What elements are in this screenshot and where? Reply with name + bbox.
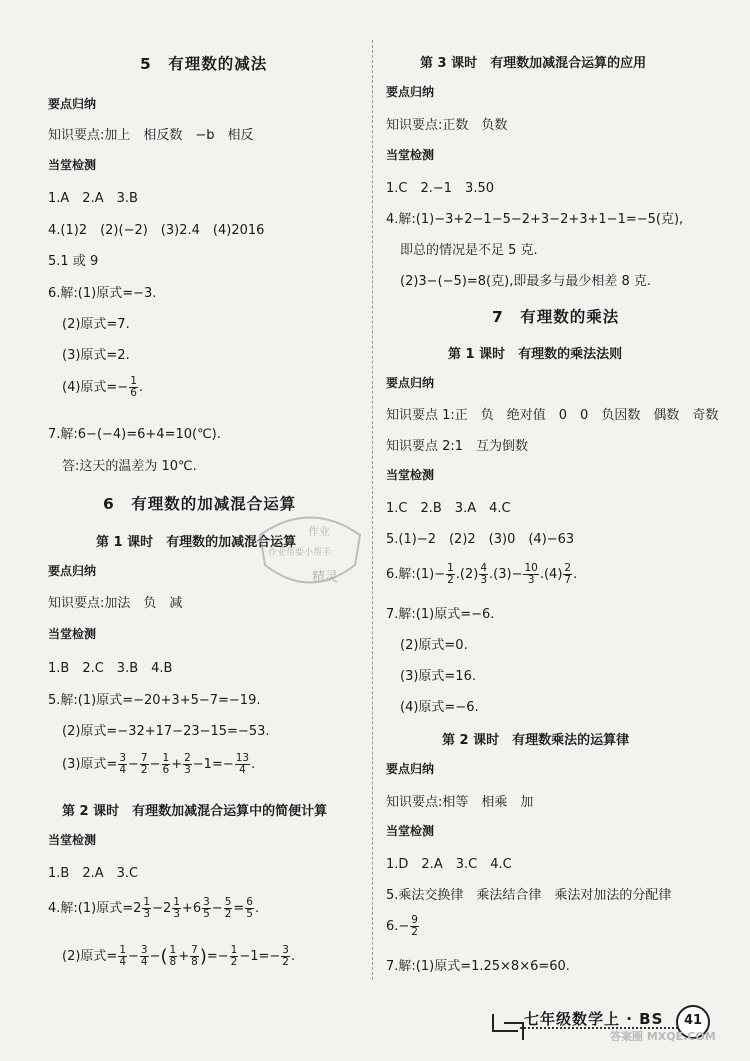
text: 6.− <box>386 919 410 934</box>
answer-line-fraction <box>386 915 420 938</box>
numerator: 3 <box>140 944 148 956</box>
text: (2)原式= <box>62 949 118 964</box>
fraction <box>162 753 171 776</box>
answer-line: 5.乘法交换律 乘法结合律 乘法对加法的分配律 <box>386 888 672 903</box>
numerator: 1 <box>143 896 151 908</box>
numerator: 6 <box>246 896 253 908</box>
text: (3)原式= <box>62 757 118 772</box>
answer-line-fraction <box>62 753 255 776</box>
operator: + <box>171 757 183 772</box>
answer-line: (2)3−(−5)=8(克),即最多与最少相差 8 克. <box>400 274 651 289</box>
operator: − <box>128 757 139 772</box>
operator: +6 <box>181 901 202 916</box>
check-label: 当堂检测 <box>48 158 97 172</box>
text: . <box>290 949 296 964</box>
lesson-3-title: 第 3 课时 有理数加减混合运算的应用 <box>420 56 647 71</box>
operator: −1=− <box>239 949 281 964</box>
answer-line: 5.(1)−2 (2)2 (3)0 (4)−63 <box>386 532 575 547</box>
answer-line: 1.B 2.C 3.B 4.B <box>48 661 173 676</box>
fraction <box>183 753 192 776</box>
numerator: 4 <box>480 562 488 574</box>
numerator: 3 <box>203 896 210 908</box>
fraction <box>410 915 419 938</box>
check-label: 当堂检测 <box>386 468 435 482</box>
key-points-text: 知识要点:正数 负数 <box>386 118 508 133</box>
fraction <box>523 563 538 586</box>
numerator: 2 <box>184 752 191 764</box>
key-points-text: 知识要点:加上 相反数 −b 相反 <box>48 128 254 143</box>
numerator: 5 <box>224 896 232 908</box>
answer-line: 7.解:6−(−4)=6+4=10(℃). <box>48 427 221 442</box>
check-label: 当堂检测 <box>48 833 97 847</box>
answer-line: 5.解:(1)原式=−20+3+5−7=−19. <box>48 693 261 708</box>
answer-line: (4)原式=−6. <box>400 700 479 715</box>
answer-line: 1.B 2.A 3.C <box>48 866 139 881</box>
denominator: 2 <box>447 574 454 586</box>
check-label: 当堂检测 <box>48 627 97 641</box>
numerator: 1 <box>173 896 180 908</box>
denominator: 4 <box>119 956 126 968</box>
answer-line: 7.解:(1)原式=−6. <box>386 607 495 622</box>
text: .(4) <box>539 567 563 582</box>
denominator: 6 <box>162 764 170 776</box>
fraction <box>172 897 181 920</box>
answer-line: 5.1 或 9 <box>48 254 99 269</box>
right-paren: ) <box>199 946 207 967</box>
text: 6.解:(1)− <box>386 567 446 582</box>
fraction <box>230 945 239 968</box>
key-points-text: 知识要点:相等 相乘 加 <box>386 795 534 810</box>
numerator: 7 <box>191 944 198 956</box>
denominator: 3 <box>143 908 151 920</box>
book-title: 七年级数学上 · BS <box>524 1010 664 1028</box>
numerator: 1 <box>230 944 238 956</box>
denominator: 5 <box>246 908 253 920</box>
denominator: 4 <box>239 764 246 776</box>
fraction <box>190 945 199 968</box>
denominator: 2 <box>411 926 418 938</box>
left-paren: ( <box>160 946 168 967</box>
operator: − <box>149 757 161 772</box>
answer-line: 4.解:(1)−3+2−1−5−2+3−2+3+1−1=−5(克), <box>386 212 684 227</box>
answer-line: 1.D 2.A 3.C 4.C <box>386 857 512 872</box>
numerator: 1 <box>169 944 177 956</box>
operator: −1=− <box>192 757 234 772</box>
answer-line: 即总的情况是不足 5 克. <box>400 243 538 258</box>
fraction <box>142 897 151 920</box>
numerator: 1 <box>162 752 170 764</box>
operator: =− <box>206 949 229 964</box>
text: . <box>138 380 144 395</box>
footer-ornament <box>504 1022 524 1040</box>
numerator: 3 <box>282 944 289 956</box>
fraction <box>202 897 211 920</box>
fraction <box>140 945 149 968</box>
lesson-2-title: 第 2 课时 有理数乘法的运算律 <box>442 733 630 748</box>
denominator: 3 <box>173 908 180 920</box>
answer-line: 7.解:(1)原式=1.25×8×6=60. <box>386 959 570 974</box>
fraction <box>563 563 572 586</box>
fraction <box>245 897 254 920</box>
answer-line-fraction <box>62 376 143 399</box>
fraction <box>281 945 290 968</box>
fraction <box>479 563 488 586</box>
denominator: 3 <box>184 764 191 776</box>
section-7-title: 7 有理数的乘法 <box>492 308 620 326</box>
numerator: 9 <box>411 914 418 926</box>
fraction <box>140 753 149 776</box>
answer-line-fraction <box>62 945 295 968</box>
denominator: 2 <box>224 908 232 920</box>
operator: = <box>233 901 245 916</box>
denominator: 8 <box>191 956 198 968</box>
denominator: 3 <box>527 574 535 586</box>
answer-line: 答:这天的温差为 10℃. <box>62 459 197 474</box>
answer-line: (3)原式=16. <box>400 669 476 684</box>
column-divider <box>372 40 373 980</box>
numerator: 7 <box>140 752 148 764</box>
lesson-1-title: 第 1 课时 有理数的加减混合运算 <box>96 535 297 550</box>
key-points-label: 要点归纳 <box>386 762 435 776</box>
lesson-1-title: 第 1 课时 有理数的乘法法则 <box>448 347 623 362</box>
section-6-title: 6 有理数的加减混合运算 <box>103 495 297 513</box>
answer-line: 1.A 2.A 3.B <box>48 191 138 206</box>
answer-line: (2)原式=7. <box>62 317 130 332</box>
key-points-label: 要点归纳 <box>48 564 97 578</box>
denominator: 4 <box>119 764 126 776</box>
operator: + <box>178 949 190 964</box>
text: 4.解:(1)原式=2 <box>48 901 142 916</box>
operator: − <box>211 901 223 916</box>
operator: − <box>149 949 161 964</box>
fraction <box>235 753 250 776</box>
numerator: 13 <box>235 752 250 764</box>
text: (4)原式=− <box>62 380 129 395</box>
text: . <box>251 757 256 772</box>
denominator: 2 <box>282 956 289 968</box>
fraction <box>169 945 178 968</box>
text: . <box>254 901 260 916</box>
answer-line-fraction <box>48 897 259 920</box>
numerator: 1 <box>119 944 126 956</box>
section-5-title: 5 有理数的减法 <box>140 55 268 73</box>
lesson-2-title: 第 2 课时 有理数加减混合运算中的简便计算 <box>62 804 328 819</box>
operator: −2 <box>152 901 172 916</box>
watermark: 答案圈 MXQE.COM <box>610 1030 716 1043</box>
key-points-text: 知识要点 1:正 负 绝对值 0 0 负因数 偶数 奇数 <box>386 408 719 423</box>
fraction <box>118 753 127 776</box>
key-points-label: 要点归纳 <box>386 85 435 99</box>
key-points-label: 要点归纳 <box>48 97 97 111</box>
fraction <box>446 563 455 586</box>
numerator: 10 <box>524 562 538 574</box>
key-points-text: 知识要点 2:1 互为倒数 <box>386 439 529 454</box>
text: .(3)− <box>489 567 523 582</box>
stamp-text: 作业 <box>308 525 330 538</box>
operator: − <box>128 949 139 964</box>
denominator: 2 <box>140 764 148 776</box>
numerator: 2 <box>564 562 572 574</box>
denominator: 7 <box>564 574 572 586</box>
answer-line: (2)原式=0. <box>400 638 468 653</box>
stamp-logo <box>250 505 370 600</box>
answer-line: 6.解:(1)原式=−3. <box>48 286 157 301</box>
check-label: 当堂检测 <box>386 148 435 162</box>
page-number: 41 <box>676 1005 710 1039</box>
answer-line: 1.C 2.−1 3.50 <box>386 181 494 196</box>
stamp-text: 作业帮要小帮手 <box>268 548 332 558</box>
numerator: 1 <box>130 375 137 387</box>
denominator: 3 <box>480 574 488 586</box>
fraction <box>224 897 233 920</box>
answer-line: 1.C 2.B 3.A 4.C <box>386 501 511 516</box>
denominator: 2 <box>230 956 238 968</box>
denominator: 6 <box>130 387 137 399</box>
text: .(2) <box>455 567 479 582</box>
answer-line: (3)原式=2. <box>62 348 130 363</box>
fraction <box>129 376 138 399</box>
numerator: 3 <box>119 752 126 764</box>
key-points-text: 知识要点:加法 负 减 <box>48 596 183 611</box>
fraction <box>118 945 127 968</box>
denominator: 4 <box>140 956 148 968</box>
denominator: 5 <box>203 908 210 920</box>
key-points-label: 要点归纳 <box>386 376 435 390</box>
text: . <box>573 567 578 582</box>
denominator: 8 <box>169 956 177 968</box>
stamp-text: 精灵 <box>312 570 339 585</box>
answer-line-fraction <box>386 563 577 586</box>
numerator: 1 <box>447 562 454 574</box>
answer-line: (2)原式=−32+17−23−15=−53. <box>62 724 270 739</box>
check-label: 当堂检测 <box>386 824 435 838</box>
answer-line: 4.(1)2 (2)(−2) (3)2.4 (4)2016 <box>48 223 265 238</box>
